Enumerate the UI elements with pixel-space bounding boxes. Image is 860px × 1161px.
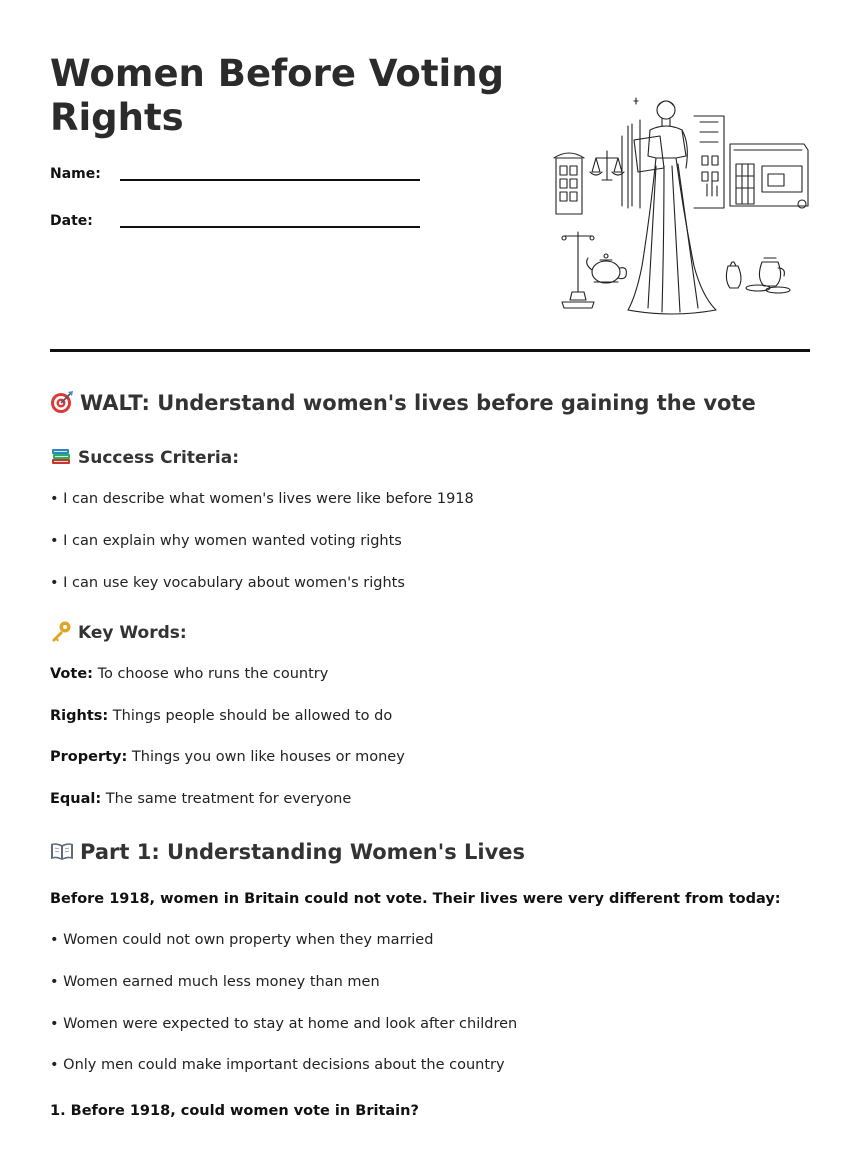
success-criteria-item: • I can describe what women's lives were like before 1918 (50, 491, 474, 507)
question-1: 1. Before 1918, could women vote in Britain? (50, 1103, 419, 1119)
key-word-term: Vote: (50, 666, 93, 682)
header-divider (50, 349, 810, 352)
key-word-term: Equal: (50, 791, 102, 807)
books-icon (50, 445, 72, 467)
suffragette-illustration (552, 96, 810, 318)
key-icon (50, 620, 72, 642)
success-criteria-item: • I can use key vocabulary about women's rights (50, 575, 405, 591)
part1-heading-text: Part 1: Understanding Women's Lives (80, 840, 526, 864)
phone-box-drawing (554, 153, 584, 214)
key-word-row (50, 666, 328, 682)
teapot-drawing (587, 254, 627, 283)
walt-heading (50, 390, 756, 415)
key-words-heading (50, 620, 187, 643)
success-criteria-heading (50, 445, 239, 468)
success-criteria-heading-text: Success Criteria: (78, 448, 240, 468)
key-word-row (50, 708, 392, 724)
tea-set-drawing (726, 258, 790, 293)
part1-intro: Before 1918, women in Britain could not vote. Their lives were very different from today: (50, 891, 781, 907)
page-title (50, 52, 520, 140)
key-word-definition: To choose who runs the country (92, 666, 329, 682)
target-icon (50, 390, 74, 414)
part1-heading (50, 839, 525, 864)
part1-bullet: • Women were expected to stay at home and look after children (50, 1016, 518, 1032)
part1-bullet: • Women could not own property when they married (50, 932, 434, 948)
key-word-definition: The same treatment for everyone (101, 791, 352, 807)
name-label: Name: (50, 166, 101, 182)
key-word-row (50, 749, 405, 765)
title-line-2: Rights (50, 96, 184, 139)
key-word-term: Rights: (50, 708, 109, 724)
street-lamp-drawing (562, 232, 594, 308)
key-word-term: Property: (50, 749, 128, 765)
date-label: Date: (50, 213, 93, 229)
name-field[interactable] (50, 166, 430, 190)
scales-drawing (590, 151, 624, 180)
date-field[interactable] (50, 213, 430, 237)
bus-drawing (730, 144, 808, 208)
walt-heading-text: WALT: Understand women's lives before gaining the vote (80, 391, 756, 415)
key-words-heading-text: Key Words: (78, 623, 187, 643)
title-line-1: Women Before Voting (50, 52, 505, 95)
part1-bullet: • Women earned much less money than men (50, 974, 380, 990)
part1-bullet: • Only men could make important decisions about the country (50, 1057, 505, 1073)
success-criteria-item: • I can explain why women wanted voting rights (50, 533, 402, 549)
key-word-definition: Things people should be allowed to do (108, 708, 393, 724)
name-write-line[interactable] (120, 179, 420, 181)
key-word-row (50, 791, 351, 807)
key-word-definition: Things you own like houses or money (127, 749, 405, 765)
open-book-icon (50, 839, 74, 863)
date-write-line[interactable] (120, 226, 420, 228)
